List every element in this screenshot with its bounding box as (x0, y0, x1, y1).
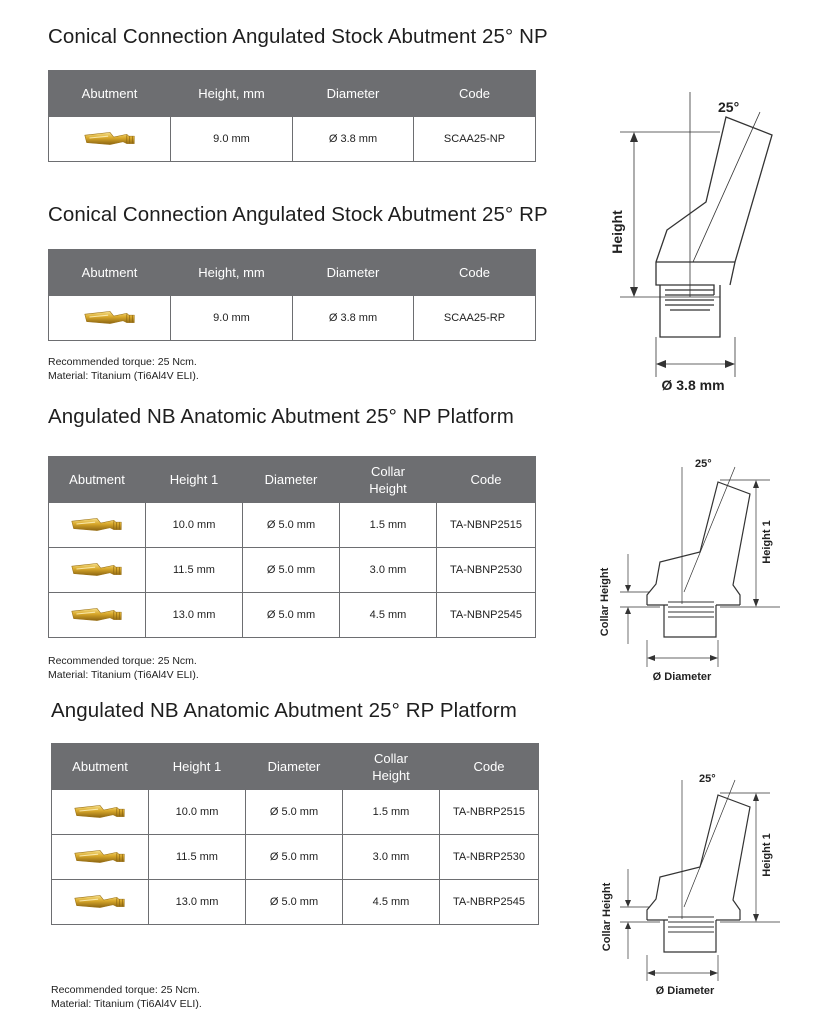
abutment-image-cell (49, 117, 171, 162)
column-header: Collar Height (340, 457, 437, 503)
column-header: Code (440, 744, 539, 790)
column-header: Diameter (293, 71, 414, 117)
section-title: Angulated NB Anatomic Abutment 25° NP Platform (48, 405, 514, 428)
abutment-image-cell (52, 880, 149, 925)
table-cell: Ø 5.0 mm (243, 548, 340, 593)
torque-note: Recommended torque: 25 Ncm. (48, 356, 197, 368)
section-title: Conical Connection Angulated Stock Abutment 25° RP (48, 203, 548, 226)
gold-abutment-image (72, 889, 128, 913)
angle-label: 25° (699, 773, 716, 785)
table-cell: 1.5 mm (340, 503, 437, 548)
torque-note: Recommended torque: 25 Ncm. (48, 655, 197, 667)
abutment-image-cell (52, 835, 149, 880)
diameter-label: Ø Diameter (655, 985, 715, 997)
material-note: Material: Titanium (Ti6Al4V ELI). (51, 998, 202, 1010)
height-label: Height (609, 210, 625, 254)
collar-label: Collar Height (599, 567, 611, 637)
table-cell: Ø 5.0 mm (246, 835, 343, 880)
table-cell: 4.5 mm (343, 880, 440, 925)
table-cell: SCAA25-RP (414, 296, 536, 341)
torque-note: Recommended torque: 25 Ncm. (51, 984, 200, 996)
table-cell: TA-NBNP2515 (437, 503, 536, 548)
column-header: Abutment (49, 250, 171, 296)
collar-label: Collar Height (601, 882, 613, 952)
column-header: Abutment (52, 744, 149, 790)
table-cell: SCAA25-NP (414, 117, 536, 162)
section-title: Angulated NB Anatomic Abutment 25° RP Platform (51, 699, 517, 722)
table-cell: Ø 3.8 mm (293, 117, 414, 162)
abutment-image-cell (49, 503, 146, 548)
gold-abutment-image (69, 557, 125, 581)
table-cell: TA-NBRP2545 (440, 880, 539, 925)
spec-table (51, 743, 539, 925)
table-cell: TA-NBNP2545 (437, 593, 536, 638)
column-header: Height, mm (171, 71, 293, 117)
spec-table (48, 456, 536, 638)
table-row (52, 790, 539, 835)
abutment-image-cell (52, 790, 149, 835)
column-header: Collar Height (343, 744, 440, 790)
table-cell: 11.5 mm (149, 835, 246, 880)
spec-notes (48, 654, 199, 682)
spec-notes (48, 355, 199, 383)
table-row (49, 548, 536, 593)
table-cell: 3.0 mm (343, 835, 440, 880)
table-row (49, 117, 536, 162)
column-header: Height 1 (149, 744, 246, 790)
table-row (52, 880, 539, 925)
height-label: Height 1 (761, 833, 773, 877)
np-abutment-diagram (590, 452, 790, 687)
table-cell: 10.0 mm (146, 503, 243, 548)
table-cell: 9.0 mm (171, 117, 293, 162)
column-header: Diameter (293, 250, 414, 296)
material-note: Material: Titanium (Ti6Al4V ELI). (48, 669, 199, 681)
angle-label: 25° (718, 99, 740, 115)
table-cell: 11.5 mm (146, 548, 243, 593)
table-cell: Ø 5.0 mm (246, 880, 343, 925)
table-cell: Ø 5.0 mm (243, 593, 340, 638)
material-note: Material: Titanium (Ti6Al4V ELI). (48, 370, 199, 382)
table-cell: TA-NBNP2530 (437, 548, 536, 593)
table-cell: TA-NBRP2515 (440, 790, 539, 835)
abutment-image-cell (49, 593, 146, 638)
table-row (52, 835, 539, 880)
table-cell: 1.5 mm (343, 790, 440, 835)
gold-abutment-image (72, 844, 128, 868)
table-cell: 13.0 mm (146, 593, 243, 638)
column-header: Diameter (243, 457, 340, 503)
section-title: Conical Connection Angulated Stock Abutment 25° NP (48, 25, 548, 48)
table-cell: 3.0 mm (340, 548, 437, 593)
table-cell: Ø 5.0 mm (246, 790, 343, 835)
table-row (49, 503, 536, 548)
column-header: Diameter (246, 744, 343, 790)
table-cell: 4.5 mm (340, 593, 437, 638)
column-header: Code (414, 71, 536, 117)
column-header: Code (437, 457, 536, 503)
rp-abutment-diagram (590, 765, 790, 1002)
column-header: Height 1 (146, 457, 243, 503)
table-row (49, 296, 536, 341)
gold-abutment-image (69, 512, 125, 536)
stock-abutment-diagram (590, 92, 790, 402)
table-cell: Ø 3.8 mm (293, 296, 414, 341)
height-label: Height 1 (761, 520, 773, 564)
angle-label: 25° (695, 458, 712, 470)
column-header: Height, mm (171, 250, 293, 296)
diameter-label: Ø 3.8 mm (661, 377, 725, 393)
table-cell: 10.0 mm (149, 790, 246, 835)
column-header: Code (414, 250, 536, 296)
gold-abutment-image (72, 799, 128, 823)
gold-abutment-image (82, 305, 138, 329)
table-cell: 9.0 mm (171, 296, 293, 341)
abutment-image-cell (49, 548, 146, 593)
table-row (49, 593, 536, 638)
column-header: Abutment (49, 71, 171, 117)
table-cell: TA-NBRP2530 (440, 835, 539, 880)
gold-abutment-image (82, 126, 138, 150)
spec-table (48, 249, 536, 341)
table-cell: Ø 5.0 mm (243, 503, 340, 548)
spec-table (48, 70, 536, 162)
spec-notes (51, 983, 202, 1011)
table-cell: 13.0 mm (149, 880, 246, 925)
column-header: Abutment (49, 457, 146, 503)
abutment-image-cell (49, 296, 171, 341)
diameter-label: Ø Diameter (652, 671, 712, 683)
gold-abutment-image (69, 602, 125, 626)
